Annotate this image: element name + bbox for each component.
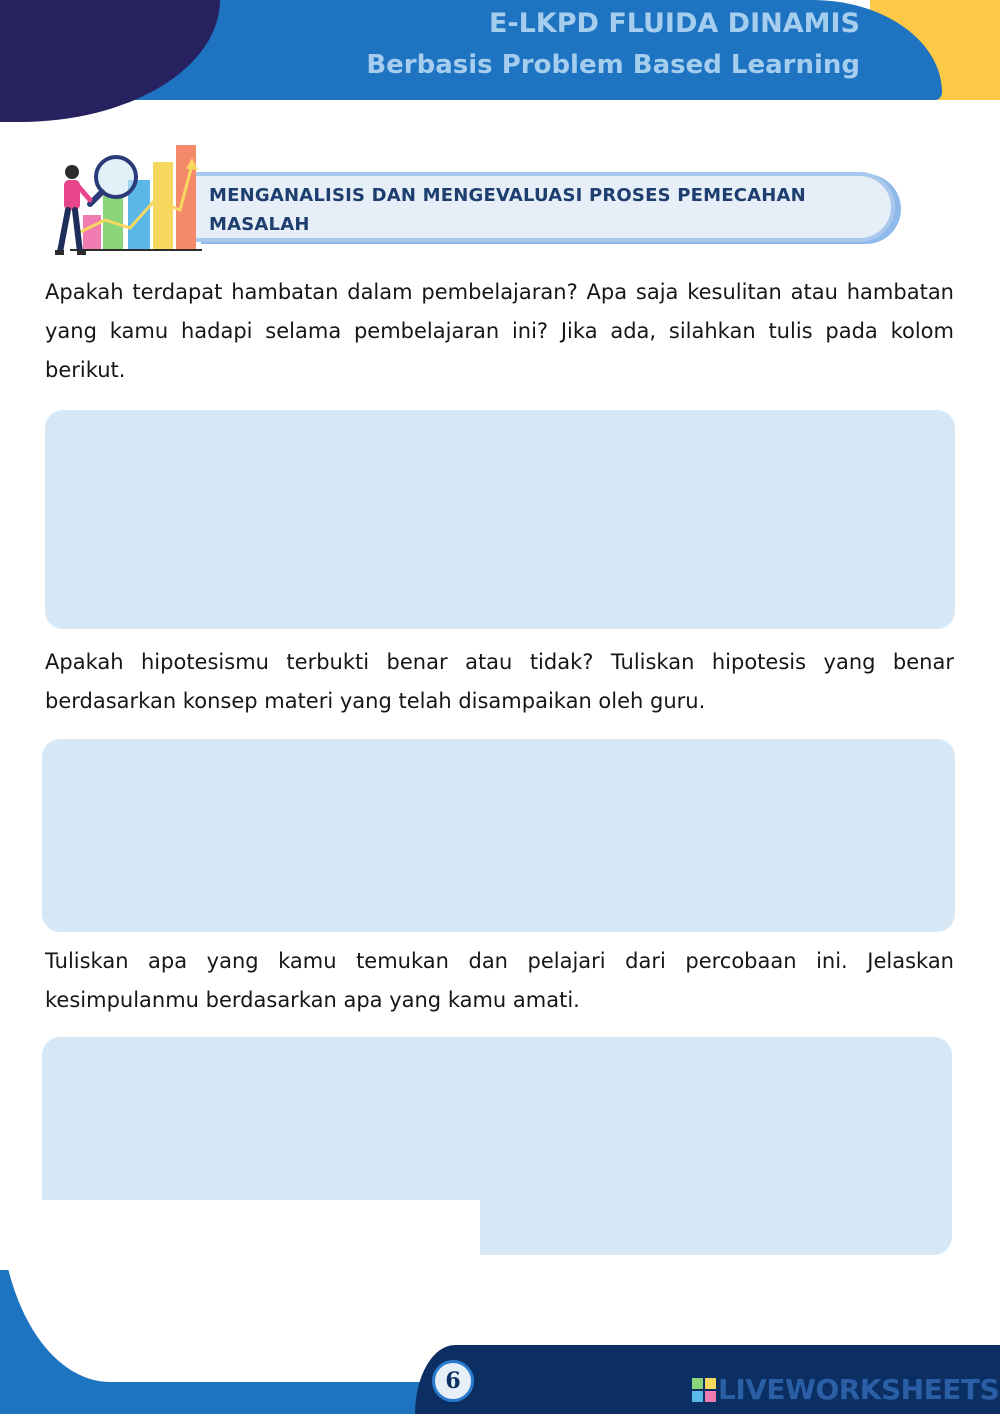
footer-blue-band: [0, 1382, 420, 1414]
header-subtitle: Berbasis Problem Based Learning: [366, 50, 860, 80]
header-title: E-LKPD FLUIDA DINAMIS: [488, 8, 860, 39]
question-1: Apakah terdapat hambatan dalam pembelajaran? Apa saja kesulitan atau hambatan yang kamu hadapi selama pembelajaran ini? Jika ada, silahkan tulis pada kolom berikut.: [45, 280, 954, 382]
answer-field-2[interactable]: [42, 739, 955, 932]
page-number: 6: [432, 1360, 474, 1402]
question-3: Tuliskan apa yang kamu temukan dan pelajari dari percobaan ini. Jelaskan kesimpulanmu berdasarkan apa yang kamu amati.: [45, 949, 954, 1012]
header-navy-shape: [0, 0, 220, 122]
data-analysis-illustration-icon: [50, 140, 205, 265]
section-banner: [195, 172, 895, 242]
liveworksheets-logo-icon: [692, 1378, 716, 1402]
answer-field-1[interactable]: [45, 410, 955, 629]
footer-white-curve: [0, 1200, 480, 1382]
section-title: MENGANALISIS DAN MENGEVALUASI PROSES PEMECAHAN MASALAH: [209, 185, 806, 235]
liveworksheets-brand: LIVEWORKSHEETS: [718, 1373, 1000, 1406]
question-2: Apakah hipotesismu terbukti benar atau tidak? Tuliskan hipotesis yang benar berdasarkan konsep materi yang telah disampaikan oleh guru.: [45, 650, 954, 713]
